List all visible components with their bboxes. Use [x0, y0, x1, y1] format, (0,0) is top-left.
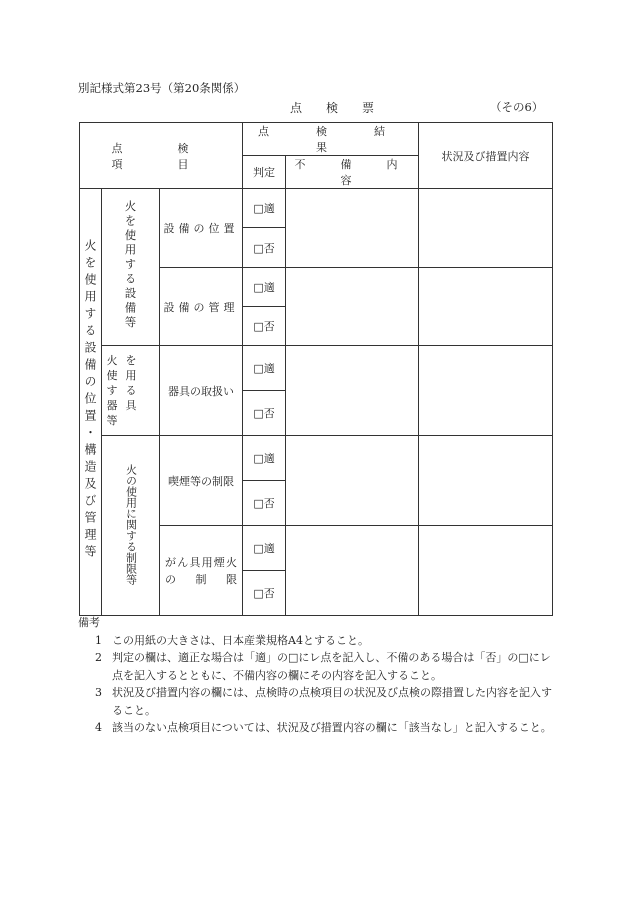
- item-cell: 設備の位置: [160, 189, 243, 268]
- defect-field[interactable]: [286, 346, 419, 436]
- defect-field[interactable]: [286, 436, 419, 526]
- form-number: 別記様式第23号（第20条関係）: [78, 81, 246, 95]
- category-label: 火を使用する設備の位置・構造及び管理等: [83, 239, 97, 562]
- inspection-table: [79, 122, 553, 616]
- status-field[interactable]: [419, 346, 553, 436]
- status-field[interactable]: [419, 268, 553, 346]
- item-cell: 器具の取扱い: [160, 346, 243, 436]
- item-cell: 設備の管理: [160, 268, 243, 346]
- note-item: 4 該当のない点検項目については、状況及び措置内容の欄に「該当なし」と記入すること。: [95, 721, 552, 734]
- judgment-ok-checkbox[interactable]: □適: [243, 436, 286, 481]
- defect-field[interactable]: [286, 268, 419, 346]
- defect-field[interactable]: [286, 526, 419, 616]
- group-label-cell: [102, 189, 160, 346]
- header-defect: 不 備 内 容: [286, 156, 419, 189]
- notes-section: [78, 614, 558, 737]
- group-label: 火の使用に関する制限等: [124, 463, 138, 585]
- judgment-ng-checkbox[interactable]: □否: [243, 307, 286, 346]
- group-label-cell: [102, 346, 160, 436]
- defect-field[interactable]: [286, 189, 419, 268]
- category-cell: [80, 189, 102, 616]
- group-label: 火を使用する器具等: [106, 354, 145, 427]
- note-item: 2 判定の欄は、適正な場合は「適」の□にレ点を記入し、不備のある場合は「否」の□にレ点を記入するとともに、不備内容の欄にその内容を記入すること。: [95, 651, 551, 682]
- status-field[interactable]: [419, 436, 553, 526]
- form-part: （その6）: [490, 100, 544, 114]
- judgment-ok-checkbox[interactable]: □適: [243, 189, 286, 228]
- judgment-ok-checkbox[interactable]: □適: [243, 346, 286, 391]
- judgment-ng-checkbox[interactable]: □否: [243, 571, 286, 616]
- judgment-ok-checkbox[interactable]: □適: [243, 526, 286, 571]
- note-item: 1 この用紙の大きさは、日本産業規格A4とすること。: [95, 633, 369, 647]
- header-inspection-result: 点 検 結 果: [243, 123, 419, 156]
- header-judgment: 判定: [243, 156, 286, 189]
- judgment-ng-checkbox[interactable]: □否: [243, 481, 286, 526]
- note-item: 3 状況及び措置内容の欄には、点検時の点検項目の状況及び点検の際措置した内容を記入すること。: [95, 686, 552, 717]
- notes-title: 備考: [78, 616, 100, 629]
- group-label-cell: [102, 436, 160, 616]
- judgment-ng-checkbox[interactable]: □否: [243, 228, 286, 268]
- header-inspection-item: 点 検 項 目: [80, 123, 243, 189]
- status-field[interactable]: [419, 189, 553, 268]
- form-title: 点 検 票: [290, 101, 381, 115]
- judgment-ok-checkbox[interactable]: □適: [243, 268, 286, 307]
- status-field[interactable]: [419, 526, 553, 616]
- judgment-ng-checkbox[interactable]: □否: [243, 391, 286, 436]
- item-cell: 喫煙等の制限: [160, 436, 243, 526]
- item-cell: がん具用煙火の制限: [160, 526, 243, 616]
- header-status-measures: 状況及び措置内容: [419, 123, 553, 189]
- group-label: 火を使用する設備等: [123, 200, 138, 331]
